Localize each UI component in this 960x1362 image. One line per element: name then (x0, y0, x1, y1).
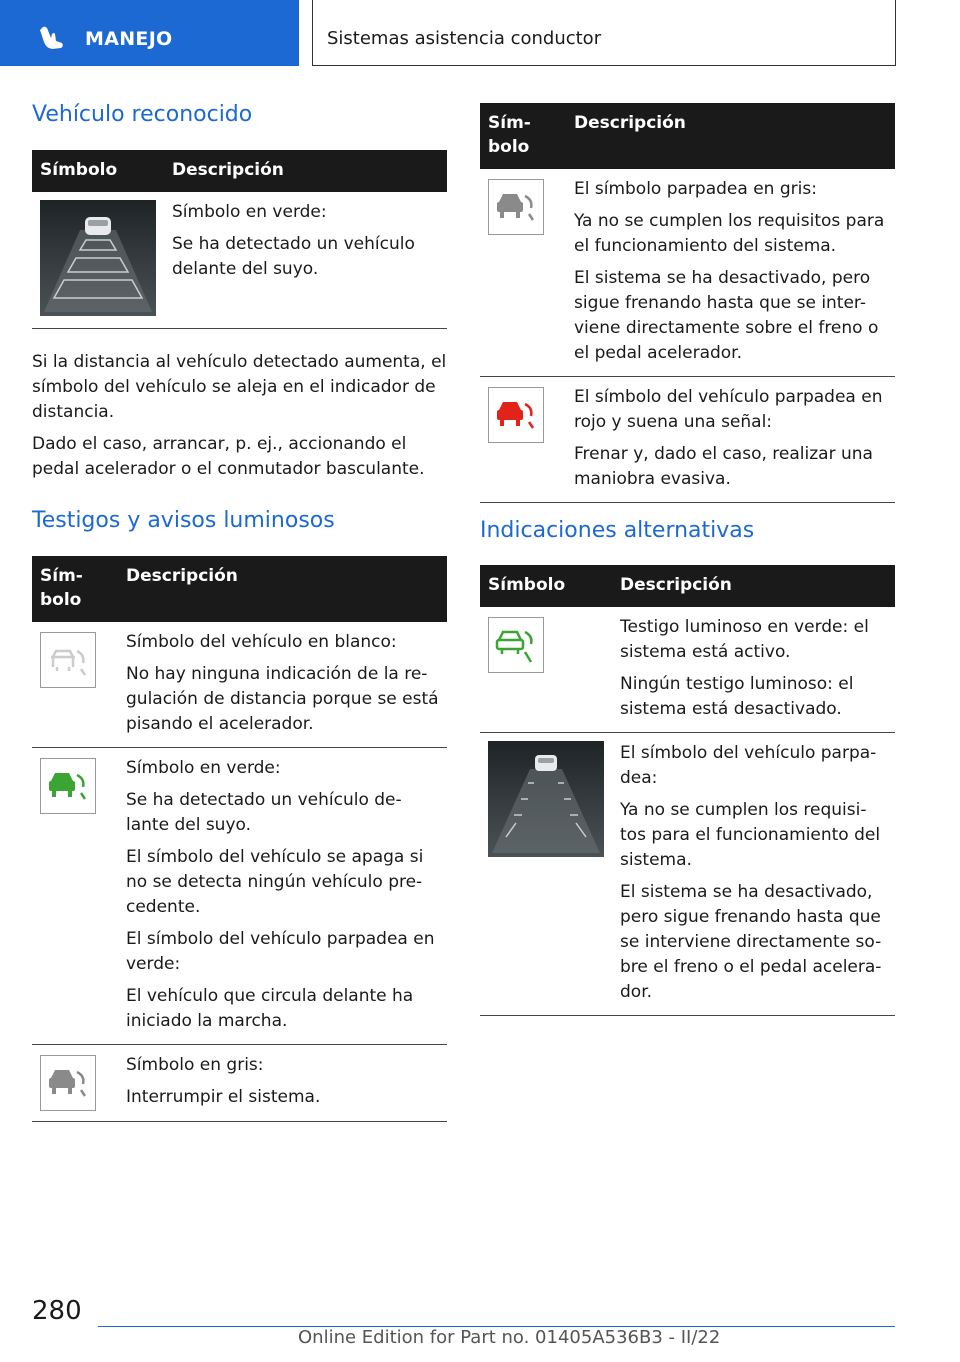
row-line: Símbolo en verde: (172, 202, 327, 222)
chapter-title: Sistemas asistencia conductor (327, 28, 602, 49)
row-line: Testigo luminoso en verde: el sistema está activo. (620, 617, 869, 662)
row-line: Símbolo en verde: (126, 758, 281, 778)
body-paragraphs (32, 350, 447, 489)
row-line: Interrumpir el sistema. (126, 1087, 321, 1107)
section-tab (0, 0, 299, 66)
table-row (480, 377, 895, 503)
warning-lights-table (32, 556, 447, 1122)
vehicle-distance-green-icon (41, 759, 95, 813)
row-line: El símbolo parpadea en gris: (574, 179, 817, 199)
row-line: Ya no se cumplen los requisi-tos para el funcionamiento del sistema. (620, 800, 881, 870)
col-description: Descripción (612, 565, 895, 607)
page-number: 280 (32, 1296, 82, 1326)
table-row (480, 733, 895, 1016)
distance-control-green-icon (489, 618, 543, 672)
paragraph: Si la distancia al vehículo detectado aumenta, el símbolo del vehículo se aleja en el indicador de distancia. (32, 352, 447, 422)
table-row (480, 607, 895, 733)
vehicle-flashing-road-image (488, 741, 604, 857)
col-description: Descripción (118, 556, 447, 622)
col-description: Descripción (566, 103, 895, 169)
row-line: Símbolo del vehículo en blanco: (126, 632, 397, 652)
col-symbol: Sím- bolo (480, 103, 566, 169)
footer-edition: Online Edition for Part no. 01405A536B3 - II/22 (298, 1327, 721, 1348)
row-line: No hay ninguna indicación de la re-gulación de distancia porque se está pisando el acelerador. (126, 664, 439, 734)
row-line: El símbolo del vehículo parpadea en rojo y suena una señal: (574, 387, 883, 432)
row-line: El símbolo del vehículo parpa-dea: (620, 743, 877, 788)
row-line: El sistema se ha desactivado, pero sigue frenando hasta que se inter-viene directamente sobre el freno o el pedal acelerador. (574, 268, 879, 363)
row-line: El sistema se ha desactivado, pero sigue frenando hasta que se interviene directamente so-bre el freno o el pedal acelera-dor. (620, 882, 882, 1002)
row-line: Se ha detectado un vehículo delante del suyo. (172, 234, 415, 279)
table-row (32, 748, 447, 1045)
table-header-row (32, 556, 447, 622)
table-row (480, 169, 895, 377)
col-symbol: Símbolo (32, 150, 164, 192)
table-row (32, 1045, 447, 1122)
row-line: El símbolo del vehículo se apaga si no se detecta ningún vehículo pre-cedente. (126, 847, 424, 917)
alternative-indications-table (480, 565, 895, 1016)
chapter-header (312, 0, 896, 66)
row-line: Se ha detectado un vehículo de-lante del suyo. (126, 790, 402, 835)
vehicle-detected-table (32, 150, 447, 329)
heading-warning-lights: Testigos y avisos luminosos (32, 508, 335, 533)
table-header-row (480, 103, 895, 169)
col-description: Descripción (164, 150, 447, 192)
warning-lights-table-continued (480, 103, 895, 503)
table-row (32, 192, 447, 329)
section-label: MANEJO (85, 28, 173, 50)
paragraph: Dado el caso, arrancar, p. ej., accionando el pedal acelerador o el conmutador basculante. (32, 434, 425, 479)
row-line: Frenar y, dado el caso, realizar una maniobra evasiva. (574, 444, 873, 489)
heading-vehicle-detected: Vehículo reconocido (32, 102, 253, 127)
heading-alternative-indications: Indicaciones alternativas (480, 518, 755, 543)
table-header-row (32, 150, 447, 192)
vehicle-distance-gray-icon (489, 180, 543, 234)
col-symbol: Sím- bolo (32, 556, 118, 622)
table-row (32, 622, 447, 748)
row-line: Ya no se cumplen los requisitos para el funcionamiento del sistema. (574, 211, 885, 256)
table-header-row (480, 565, 895, 607)
vehicle-distance-red-icon (489, 388, 543, 442)
row-line: Ningún testigo luminoso: el sistema está desactivado. (620, 674, 854, 719)
row-line: Símbolo en gris: (126, 1055, 264, 1075)
vehicle-distance-white-icon (41, 633, 95, 687)
row-line: El vehículo que circula delante ha iniciado la marcha. (126, 986, 414, 1031)
vehicle-distance-gray-icon (41, 1056, 95, 1110)
hand-on-wheel-icon (36, 24, 66, 54)
front-vehicle-road-image (40, 200, 156, 316)
row-line: El símbolo del vehículo parpadea en verde: (126, 929, 435, 974)
col-symbol: Símbolo (480, 565, 612, 607)
